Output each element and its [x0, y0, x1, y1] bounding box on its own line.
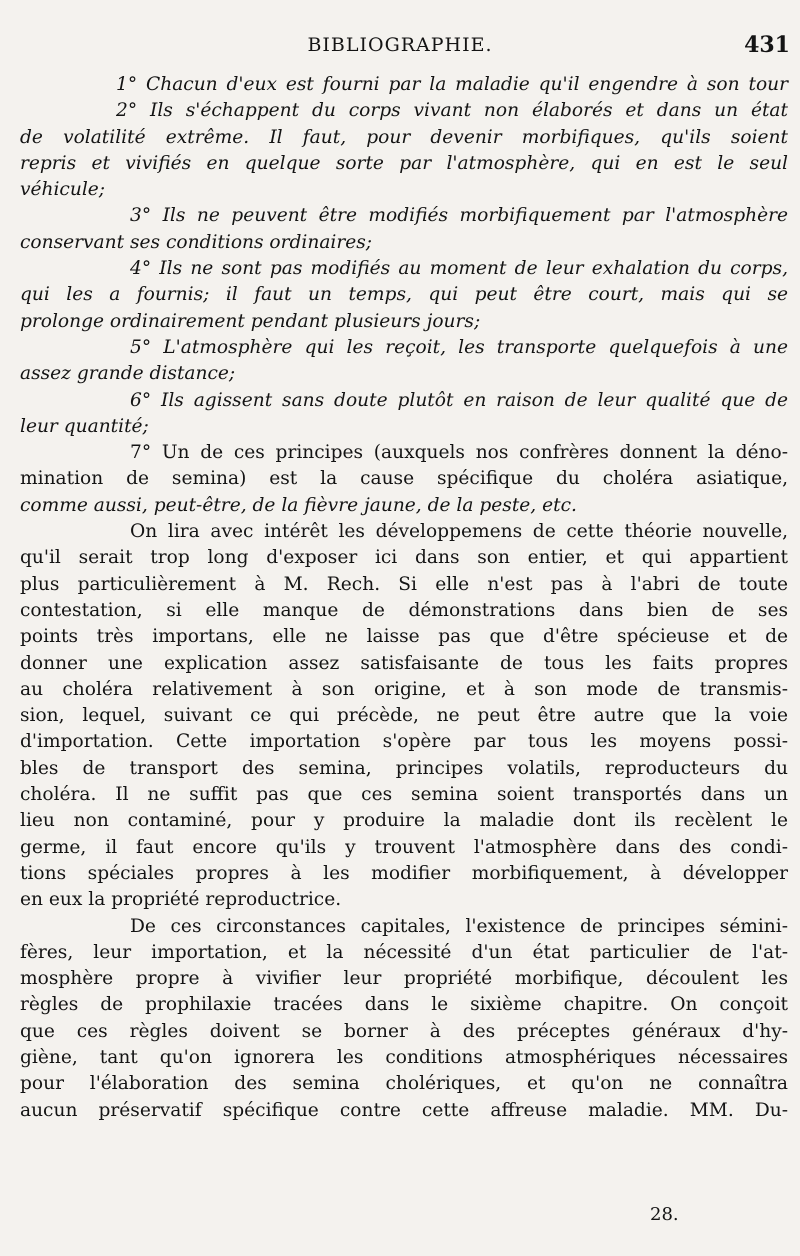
text-line: véhicule; — [20, 179, 106, 201]
text-line: que ces règles doivent se borner à des préceptes généraux d'hy- — [20, 1020, 788, 1042]
text-line: mosphère propre à vivifier leur propriété morbifique, découlent les — [20, 968, 788, 990]
text-line: 5° L'atmosphère qui les reçoit, les transporte quelquefois à une — [130, 336, 788, 358]
page-header — [0, 30, 800, 64]
text-line: bles de transport des semina, principes volatils, reproducteurs du — [20, 757, 788, 779]
text-line: d'importation. Cette importation s'opère par tous les moyens possi- — [20, 731, 788, 753]
running-title: BIBLIOGRAPHIE. — [307, 34, 493, 56]
text-line: donner une explication assez satisfaisante de tous les faits propres — [20, 652, 788, 674]
text-line: comme aussi, peut-être, de la fièvre jaune, de la peste, etc. — [20, 494, 577, 516]
text-line: de volatilité extrême. Il faut, pour devenir morbifiques, qu'ils soient — [20, 126, 788, 148]
text-line: points très importans, elle ne laisse pas que d'être spécieuse et de — [20, 626, 788, 648]
text-line: 3° Ils ne peuvent être modifiés morbifiquement par l'atmosphère — [130, 205, 788, 227]
body-text — [20, 72, 788, 1124]
text-line: qui les a fournis; il faut un temps, qui peut être court, mais qui se — [20, 284, 788, 306]
text-line: conservant ses conditions ordinaires; — [20, 231, 373, 253]
text-line: qu'il serait trop long d'exposer ici dans son entier, et qui appartient — [20, 547, 788, 569]
text-line: en eux la propriété reproductrice. — [20, 889, 342, 911]
text-line: repris et vivifiés en quelque sorte par l'atmosphère, qui en est le seul — [20, 152, 788, 174]
text-line: choléra. Il ne suffit pas que ces semina soient transportés dans un — [20, 784, 788, 806]
page-number: 431 — [744, 32, 790, 58]
text-line: 6° Ils agissent sans doute plutôt en raison de leur qualité que de — [130, 389, 788, 411]
text-line: giène, tant qu'on ignorera les conditions atmosphériques nécessaires — [20, 1046, 788, 1068]
text-line: germe, il faut encore qu'ils y trouvent l'atmosphère dans des condi- — [20, 836, 788, 858]
signature-mark: 28. — [650, 1204, 679, 1225]
text-line: aucun préservatif spécifique contre cette affreuse maladie. MM. Du- — [20, 1099, 788, 1121]
text-line: au choléra relativement à son origine, et à son mode de transmis- — [20, 678, 788, 700]
text-line: 7° Un de ces principes (auxquels nos confrères donnent la déno- — [130, 442, 788, 464]
text-line: lieu non contaminé, pour y produire la maladie dont ils recèlent le — [20, 810, 788, 832]
text-line: contestation, si elle manque de démonstrations dans bien de ses — [20, 599, 788, 621]
text-line: 1° Chacun d'eux est fourni par la maladie qu'il engendre à son tour — [116, 74, 788, 95]
text-line: pour l'élaboration des semina cholériques, et qu'on ne connaîtra — [20, 1073, 788, 1095]
text-line: sion, lequel, suivant ce qui précède, ne peut être autre que la voie — [20, 705, 788, 727]
text-line: assez grande distance; — [20, 363, 236, 385]
text-line: mination de semina) est la cause spécifique du choléra asiatique, — [20, 468, 788, 490]
text-line: 2° Ils s'échappent du corps vivant non élaborés et dans un état — [116, 100, 788, 122]
text-line: règles de prophilaxie tracées dans le sixième chapitre. On conçoit — [20, 994, 788, 1016]
text-line: De ces circonstances capitales, l'existence de principes sémini- — [130, 915, 788, 937]
text-line: On lira avec intérêt les développemens de cette théorie nouvelle, — [130, 521, 788, 543]
text-line: tions spéciales propres à les modifier morbifiquement, à développer — [20, 862, 788, 884]
text-line: plus particulièrement à M. Rech. Si elle n'est pas à l'abri de toute — [20, 573, 788, 595]
text-line: leur quantité; — [20, 415, 149, 437]
text-line: fères, leur importation, et la nécessité d'un état particulier de l'at- — [20, 941, 788, 963]
text-line: 4° Ils ne sont pas modifiés au moment de leur exhalation du corps, — [130, 258, 788, 280]
text-line: prolonge ordinairement pendant plusieurs jours; — [20, 310, 481, 332]
